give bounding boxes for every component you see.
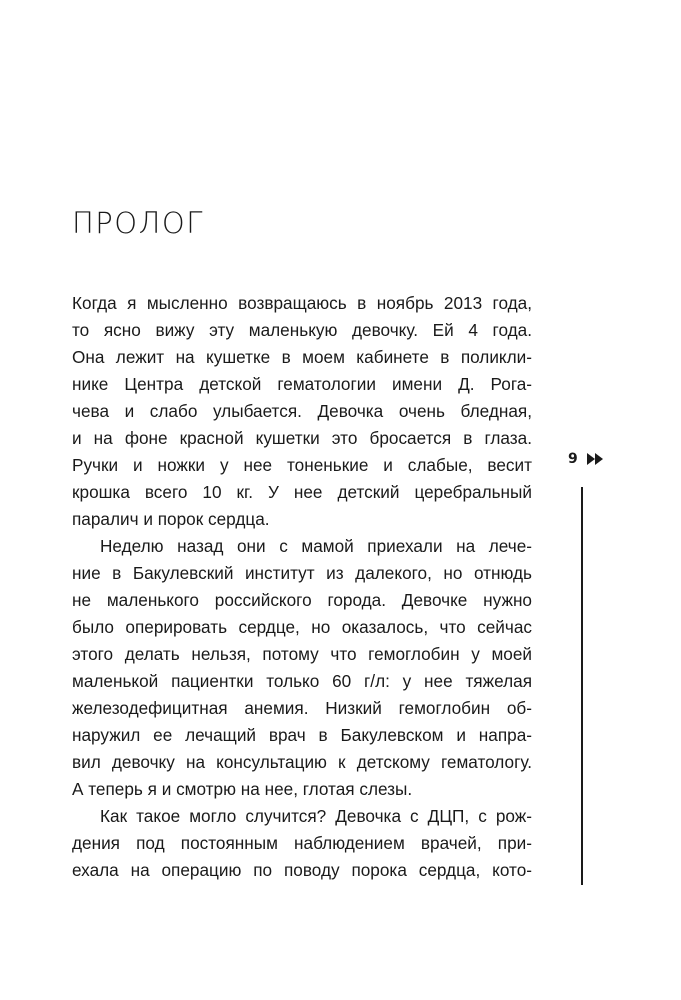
text-line: Она лежит на кушетке в моем кабинете в поликли- bbox=[72, 347, 532, 367]
text-line: наружил ее лечащий врач в Бакулевском и напра- bbox=[72, 725, 532, 745]
text-line: Ручки и ножки у нее тоненькие и слабые, весит bbox=[72, 455, 532, 475]
text-line: Неделю назад они с мамой приехали на лече- bbox=[100, 536, 532, 556]
body-text bbox=[72, 290, 532, 884]
double-chevron-right-icon bbox=[587, 453, 604, 465]
page-number: 9 bbox=[568, 451, 578, 467]
text-line: то ясно вижу эту маленькую девочку. Ей 4 года. bbox=[72, 320, 532, 340]
text-line: маленькой пациентки только 60 г/л: у нее тяжелая bbox=[72, 671, 532, 691]
text-line: чева и слабо улыбается. Девочка очень бледная, bbox=[72, 401, 532, 421]
text-line: железодефицитная анемия. Низкий гемоглобин об- bbox=[72, 698, 532, 718]
text-line: этого делать нельзя, потому что гемоглобин у моей bbox=[72, 644, 532, 664]
text-line: Когда я мысленно возвращаюсь в ноябрь 2013 года, bbox=[72, 293, 532, 313]
margin-rule bbox=[581, 487, 583, 885]
text-line: крошка всего 10 кг. У нее детский церебральный bbox=[72, 482, 532, 502]
text-line: вил девочку на консультацию к детскому гематологу. bbox=[72, 752, 532, 772]
text-line: ехала на операцию по поводу порока сердца, кото- bbox=[72, 860, 532, 880]
page-marker bbox=[568, 451, 604, 467]
chapter-title: ПРОЛОГ bbox=[72, 206, 204, 240]
text-line: нике Центра детской гематологии имени Д. Рога- bbox=[72, 374, 532, 394]
text-line: ние в Бакулевский институт из далекого, но отнюдь bbox=[72, 563, 532, 583]
text-line: А теперь я и смотрю на нее, глотая слезы. bbox=[72, 779, 413, 799]
text-line: Как такое могло случится? Девочка с ДЦП, с рож- bbox=[100, 806, 532, 826]
text-line: было оперировать сердце, но оказалось, что сейчас bbox=[72, 617, 532, 637]
text-line: не маленького российского города. Девочке нужно bbox=[72, 590, 532, 610]
text-line: дения под постоянным наблюдением врачей, при- bbox=[72, 833, 532, 853]
text-line: паралич и порок сердца. bbox=[72, 509, 270, 529]
text-line: и на фоне красной кушетки это бросается в глаза. bbox=[72, 428, 532, 448]
